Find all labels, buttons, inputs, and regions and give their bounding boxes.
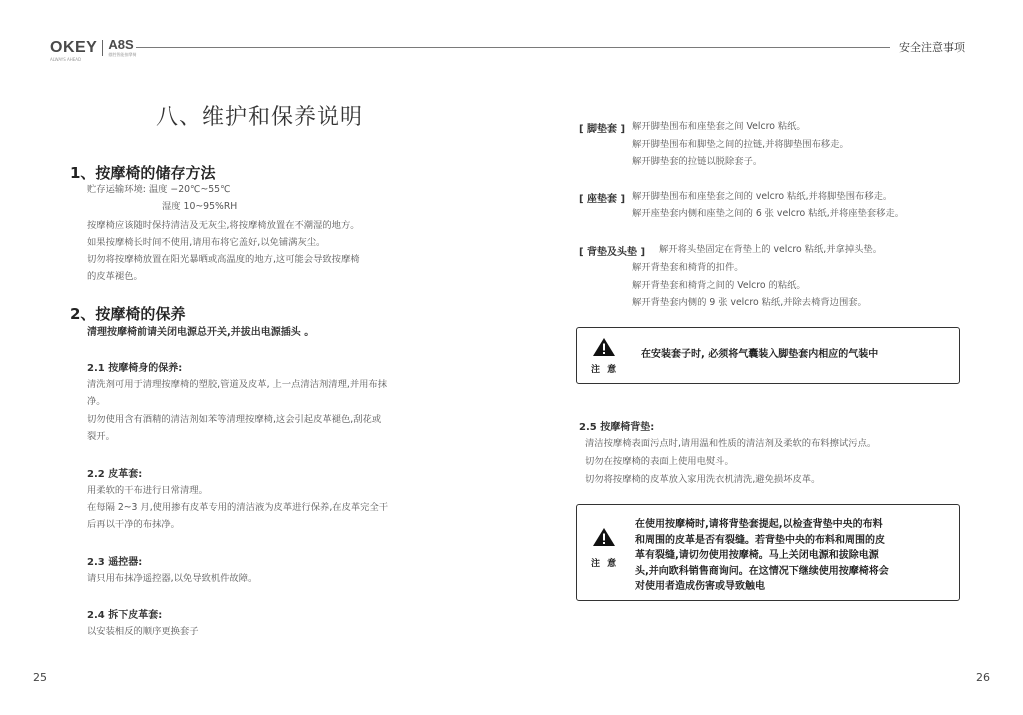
back-cover-line: 解开背垫套和椅背的扣件。 [632,262,744,273]
warning-box-airbag [576,327,960,384]
foot-cover-line: 解开脚垫围布和座垫套之间 Velcro 粘纸。 [632,121,806,132]
back-cover-line: 解开背垫套和椅背之间的 Velcro 的粘纸。 [632,280,806,291]
page-number-left: 25 [33,671,47,684]
body-care-line: 切勿使用含有酒精的清洁剂如苯等清理按摩椅,这会引起皮革褪色,刮花或 [87,414,382,425]
warning-line: 头,并向欧科销售商询问。在这情况下继续使用按摩椅将会 [635,565,889,577]
subsection-heading-remove-cover: 2.4 拆下皮革套: [87,610,163,621]
leather-care-line: 后再以干净的布抹净。 [87,519,180,530]
warning-line: 革有裂缝,请切勿使用按摩椅。马上关闭电源和拔除电源 [635,550,879,561]
subsection-heading-remote: 2.3 遥控器: [87,557,143,568]
brand-subtitle: 傲胜智能按摩椅 [108,52,137,57]
body-care-line: 净。 [87,396,106,407]
warning-triangle-icon [592,527,616,547]
leather-care-line: 在每隔 2~3 月,使用掺有皮革专用的清洁液为皮革进行保养,在皮革完全干 [87,502,389,513]
remove-cover-line: 以安装相反的顺序更换套子 [87,626,199,637]
body-care-line: 裂开。 [87,431,115,442]
section-title: 安全注意事项 [899,41,965,54]
power-off-notice: 清理按摩椅前请关闭电源总开关,并拔出电源插头 。 [87,327,315,338]
section-heading-maintenance: 2、按摩椅的保养 [70,305,186,323]
back-cover-label: [ 背垫及头垫 ] [579,247,646,258]
seat-cover-label: [ 座垫套 ] [579,194,626,205]
warning-line: 和周围的皮革是否有裂缝。若背垫中央的布料和周围的皮 [635,534,885,546]
seat-cover-line: 解开座垫套内侧和座垫之间的 6 张 velcro 粘纸,并将座垫套移走。 [632,208,905,219]
logo-divider [102,40,103,56]
warning-text [635,517,889,595]
warning-line: 在使用按摩椅时,请将背垫套提起,以检查背垫中央的布料 [635,519,883,530]
warning-label: 注 意 [591,559,619,569]
page-title: 八、维护和保养说明 [156,105,364,130]
section-heading-storage: 1、按摩椅的储存方法 [70,164,216,182]
model-name: A8S [108,37,134,52]
leather-care-line: 用柔软的干布进行日常清理。 [87,485,208,496]
subsection-heading-backrest: 2.5 按摩椅背垫: [579,422,655,433]
backrest-care-line: 切勿将按摩椅的皮革放入家用洗衣机清洗,避免损坏皮革。 [585,474,821,485]
foot-cover-line: 解开脚垫围布和脚垫之间的拉链,并将脚垫围布移走。 [632,139,849,150]
back-cover-line: 解开将头垫固定在背垫上的 velcro 粘纸,并拿掉头垫。 [659,244,883,255]
brand-tagline: ALWAYS AHEAD [50,57,82,62]
storage-line: 按摩椅应该随时保持清洁及无灰尘,将按摩椅放置在不潮湿的地方。 [87,220,360,231]
warning-label: 注 意 [591,365,619,375]
warning-box-backrest [576,504,960,601]
storage-env-temperature: 贮存运输环境: 温度 −20℃~55℃ [87,184,231,195]
header-rule [136,47,890,48]
remote-care-line: 请只用布抹净遥控器,以免导致机件故障。 [87,573,258,584]
foot-cover-label: [ 脚垫套 ] [579,124,626,135]
warning-text: 在安装套子时, 必须将气囊装入脚垫套内相应的气装中 [641,349,879,360]
backrest-care-line: 清洁按摩椅表面污点时,请用温和性质的清洁剂及柔软的布料擦试污点。 [585,438,877,449]
storage-env-humidity: 湿度 10~95%RH [162,201,238,212]
subsection-heading-body: 2.1 按摩椅身的保养: [87,363,183,374]
brand-logo [50,37,137,62]
warning-triangle-icon [592,337,616,357]
storage-line: 如果按摩椅长时间不使用,请用布将它盖好,以免铺满灰尘。 [87,237,326,248]
body-care-line: 清洗剂可用于清理按摩椅的塑胶,管道及皮革, 上一点清洁剂清理,并用布抹 [87,379,388,390]
seat-cover-line: 解开脚垫围布和座垫套之间的 velcro 粘纸,并将脚垫围布移走。 [632,191,893,202]
subsection-heading-leather: 2.2 皮革套: [87,469,143,480]
brand-name: OKEY [50,38,98,56]
warning-line: 对使用者造成伤害或导致触电 [635,581,765,592]
page-number-right: 26 [976,671,990,684]
storage-line: 切勿将按摩椅放置在阳光暴晒或高温度的地方,这可能会导致按摩椅 [87,254,360,265]
backrest-care-line: 切勿在按摩椅的表面上使用电熨斗。 [585,456,734,467]
back-cover-line: 解开背垫套内侧的 9 张 velcro 粘纸,并除去椅背边围套。 [632,297,867,308]
foot-cover-line: 解开脚垫套的拉链以脱除套子。 [632,156,763,167]
storage-line: 的皮革褪色。 [87,271,143,282]
